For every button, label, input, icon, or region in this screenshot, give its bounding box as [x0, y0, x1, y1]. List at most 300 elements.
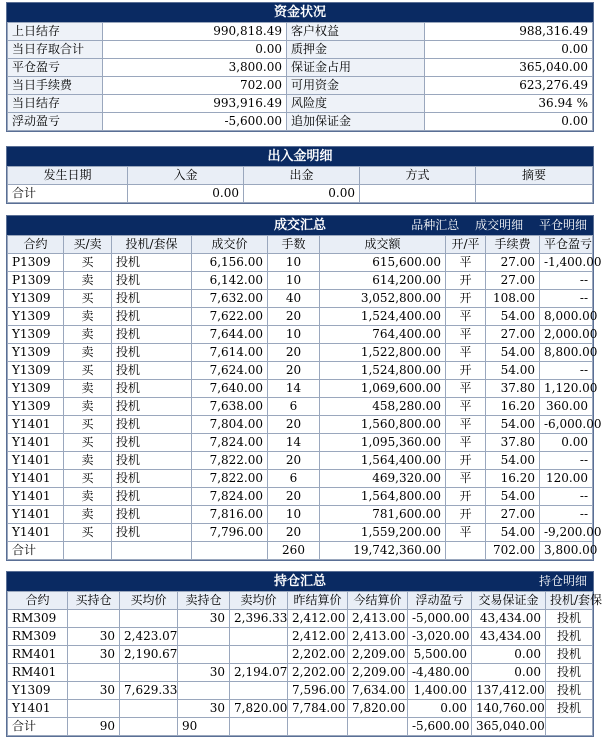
cash-flow-total-label: 合计 — [8, 185, 128, 203]
trade-cell-close-pnl: -9,200.00 — [540, 524, 593, 542]
fund-value: 993,916.49 — [103, 95, 287, 113]
position-cell-hedge-flag: 投机 — [546, 610, 593, 628]
trade-cell-fee: 27.00 — [486, 254, 540, 272]
trade-cell-close-pnl: -6,000.00 — [540, 416, 593, 434]
trade-cell-contract: Y1309 — [8, 380, 64, 398]
position-column-header: 昨结算价 — [288, 592, 348, 610]
position-column-header: 买均价 — [120, 592, 178, 610]
position-cell-float-pnl: -5,000.00 — [408, 610, 472, 628]
position-cell-contract: Y1309 — [8, 682, 68, 700]
position-summary-links — [527, 572, 587, 591]
trade-cell-lots: 20 — [268, 362, 320, 380]
cash-flow-header — [7, 147, 593, 166]
trade-cell-price: 7,804.00 — [192, 416, 268, 434]
trade-total-amount: 19,742,360.00 — [320, 542, 446, 560]
trade-cell-fee: 54.00 — [486, 452, 540, 470]
trade-cell-lots: 6 — [268, 470, 320, 488]
trade-cell-contract: P1309 — [8, 272, 64, 290]
fund-value: -5,600.00 — [103, 113, 287, 131]
trade-column-header: 合约 — [8, 236, 64, 254]
trade-cell-amount: 3,052,800.00 — [320, 290, 446, 308]
trade-cell-price: 6,142.00 — [192, 272, 268, 290]
trade-cell-amount: 469,320.00 — [320, 470, 446, 488]
trade-cell-hedge-flag: 投机 — [112, 290, 192, 308]
trade-cell-side: 卖 — [64, 326, 112, 344]
position-cell-hedge-flag: 投机 — [546, 664, 593, 682]
trade-row — [8, 326, 593, 344]
fund-value: 0.00 — [425, 41, 593, 59]
trade-cell-fee: 27.00 — [486, 326, 540, 344]
trade-cell-amount: 614,200.00 — [320, 272, 446, 290]
position-cell-sell-qty — [178, 646, 230, 664]
trade-total-empty — [112, 542, 192, 560]
trade-column-header: 买/卖 — [64, 236, 112, 254]
trade-cell-fee: 27.00 — [486, 272, 540, 290]
trade-row — [8, 380, 593, 398]
position-column-header: 买持仓 — [68, 592, 120, 610]
trade-cell-open-close: 开 — [446, 362, 486, 380]
trade-cell-hedge-flag: 投机 — [112, 470, 192, 488]
trade-cell-price: 7,824.00 — [192, 434, 268, 452]
trade-cell-hedge-flag: 投机 — [112, 326, 192, 344]
trade-cell-price: 7,632.00 — [192, 290, 268, 308]
trade-summary-table — [7, 235, 602, 560]
position-cell-contract: RM309 — [8, 610, 68, 628]
trade-cell-lots: 20 — [268, 308, 320, 326]
trade-cell-fee: 37.80 — [486, 380, 540, 398]
trade-cell-fee: 54.00 — [486, 416, 540, 434]
cash-flow-total-note — [476, 185, 593, 203]
link-variety-summary[interactable]: 品种汇总 — [411, 218, 460, 232]
fund-status-title: 资金状况 — [273, 5, 326, 20]
trade-cell-lots: 20 — [268, 488, 320, 506]
position-summary-title: 持仓汇总 — [273, 574, 326, 589]
trade-column-header: 成交价 — [192, 236, 268, 254]
trade-cell-contract: Y1309 — [8, 290, 64, 308]
trade-cell-contract: Y1401 — [8, 524, 64, 542]
trade-cell-side: 卖 — [64, 488, 112, 506]
trade-cell-price: 7,796.00 — [192, 524, 268, 542]
fund-label: 当日存取合计 — [8, 41, 103, 59]
link-position-detail[interactable]: 持仓明细 — [538, 574, 587, 588]
trade-cell-hedge-flag: 投机 — [112, 272, 192, 290]
position-cell-contract: RM401 — [8, 646, 68, 664]
trade-cell-price: 7,624.00 — [192, 362, 268, 380]
trade-cell-price: 7,822.00 — [192, 470, 268, 488]
position-cell-float-pnl: -3,020.00 — [408, 628, 472, 646]
position-cell-prev-settle: 2,202.00 — [288, 646, 348, 664]
trade-column-header: 投机/套保 — [112, 236, 192, 254]
trade-cell-amount: 1,560,800.00 — [320, 416, 446, 434]
position-cell-margin: 137,412.00 — [472, 682, 546, 700]
trade-cell-amount: 1,564,800.00 — [320, 488, 446, 506]
trade-cell-hedge-flag: 投机 — [112, 506, 192, 524]
trade-summary-links — [399, 216, 587, 235]
fund-row — [8, 23, 593, 41]
trade-cell-lots: 6 — [268, 398, 320, 416]
trade-cell-amount: 615,600.00 — [320, 254, 446, 272]
trade-cell-amount: 1,069,600.00 — [320, 380, 446, 398]
fund-label: 保证金占用 — [287, 59, 425, 77]
trade-cell-fee: 27.00 — [486, 506, 540, 524]
position-cell-margin: 0.00 — [472, 664, 546, 682]
fund-label: 上日结存 — [8, 23, 103, 41]
position-cell-buy-avg: 2,423.07 — [120, 628, 178, 646]
position-cell-hedge-flag: 投机 — [546, 646, 593, 664]
position-row — [8, 610, 593, 628]
trade-cell-amount: 1,522,800.00 — [320, 344, 446, 362]
fund-value: 0.00 — [425, 113, 593, 131]
cash-flow-total-method — [360, 185, 476, 203]
position-cell-sell-qty: 30 — [178, 664, 230, 682]
trade-total-pnl: 3,800.00 — [540, 542, 593, 560]
fund-value: 990,818.49 — [103, 23, 287, 41]
trade-column-header: 手数 — [268, 236, 320, 254]
trade-cell-fee: 54.00 — [486, 344, 540, 362]
fund-row — [8, 95, 593, 113]
position-row — [8, 682, 593, 700]
trade-cell-amount: 1,524,400.00 — [320, 308, 446, 326]
position-total-margin: 365,040.00 — [472, 718, 546, 736]
cash-flow-table — [7, 166, 593, 203]
trade-cell-close-pnl: 120.00 — [540, 470, 593, 488]
position-cell-buy-qty — [68, 664, 120, 682]
trade-summary-title: 成交汇总 — [273, 218, 326, 233]
position-summary-header — [7, 572, 593, 591]
position-cell-contract: Y1401 — [8, 700, 68, 718]
trade-cell-price: 7,822.00 — [192, 452, 268, 470]
trade-cell-open-close: 平 — [446, 416, 486, 434]
position-cell-buy-avg — [120, 700, 178, 718]
cash-flow-column-header: 发生日期 — [8, 167, 128, 185]
trade-cell-fee: 16.20 — [486, 398, 540, 416]
position-cell-sell-qty — [178, 628, 230, 646]
trade-row — [8, 470, 593, 488]
position-cell-float-pnl: -4,480.00 — [408, 664, 472, 682]
trade-cell-price: 7,824.00 — [192, 488, 268, 506]
trade-row — [8, 362, 593, 380]
trade-cell-hedge-flag: 投机 — [112, 452, 192, 470]
trade-total-empty — [192, 542, 268, 560]
link-close-detail[interactable]: 平仓明细 — [538, 218, 587, 232]
position-summary-table — [7, 591, 602, 736]
position-cell-today-settle: 2,413.00 — [348, 610, 408, 628]
trade-cell-close-pnl: -- — [540, 488, 593, 506]
position-cell-contract: RM401 — [8, 664, 68, 682]
trade-total-empty — [64, 542, 112, 560]
trade-cell-price: 7,640.00 — [192, 380, 268, 398]
trade-cell-fee: 54.00 — [486, 524, 540, 542]
trade-cell-close-pnl: 1,120.00 — [540, 380, 593, 398]
trade-cell-lots: 20 — [268, 524, 320, 542]
position-row — [8, 628, 593, 646]
trade-cell-side: 卖 — [64, 380, 112, 398]
fund-label: 客户权益 — [287, 23, 425, 41]
trade-cell-lots: 14 — [268, 380, 320, 398]
trade-cell-contract: Y1401 — [8, 506, 64, 524]
position-total-pnl: -5,600.00 — [408, 718, 472, 736]
trade-cell-hedge-flag: 投机 — [112, 416, 192, 434]
trade-cell-amount: 458,280.00 — [320, 398, 446, 416]
cash-flow-column-header: 方式 — [360, 167, 476, 185]
position-cell-today-settle: 7,820.00 — [348, 700, 408, 718]
position-cell-margin: 140,760.00 — [472, 700, 546, 718]
trade-cell-lots: 10 — [268, 254, 320, 272]
fund-row — [8, 59, 593, 77]
trade-cell-side: 买 — [64, 470, 112, 488]
fund-value: 365,040.00 — [425, 59, 593, 77]
trade-cell-lots: 10 — [268, 272, 320, 290]
trade-total-lots: 260 — [268, 542, 320, 560]
trade-row — [8, 488, 593, 506]
cash-flow-total-row — [8, 185, 593, 203]
fund-row — [8, 41, 593, 59]
fund-value: 702.00 — [103, 77, 287, 95]
trade-cell-side: 买 — [64, 290, 112, 308]
trade-cell-contract: Y1309 — [8, 398, 64, 416]
position-cell-prev-settle: 2,412.00 — [288, 610, 348, 628]
position-cell-contract: RM309 — [8, 628, 68, 646]
fund-row — [8, 77, 593, 95]
position-column-header: 今结算价 — [348, 592, 408, 610]
trade-cell-close-pnl: -1,400.00 — [540, 254, 593, 272]
position-cell-sell-qty: 30 — [178, 700, 230, 718]
position-cell-sell-avg: 2,194.07 — [230, 664, 288, 682]
link-trade-detail[interactable]: 成交明细 — [475, 218, 524, 232]
trade-cell-open-close: 平 — [446, 308, 486, 326]
trade-column-header: 手续费 — [486, 236, 540, 254]
trade-cell-side: 卖 — [64, 308, 112, 326]
position-cell-sell-avg: 2,396.33 — [230, 610, 288, 628]
trade-total-label: 合计 — [8, 542, 64, 560]
position-cell-today-settle: 2,209.00 — [348, 646, 408, 664]
fund-value: 623,276.49 — [425, 77, 593, 95]
trade-cell-amount: 1,559,200.00 — [320, 524, 446, 542]
position-total-empty — [120, 718, 178, 736]
trade-cell-hedge-flag: 投机 — [112, 362, 192, 380]
cash-flow-panel — [6, 146, 594, 204]
position-cell-prev-settle: 7,784.00 — [288, 700, 348, 718]
trade-cell-side: 卖 — [64, 506, 112, 524]
trade-cell-fee: 54.00 — [486, 308, 540, 326]
trade-row — [8, 344, 593, 362]
trade-total-row — [8, 542, 593, 560]
position-column-header: 卖持仓 — [178, 592, 230, 610]
position-summary-panel — [6, 571, 602, 737]
trade-cell-open-close: 开 — [446, 452, 486, 470]
position-column-header: 投机/套保 — [546, 592, 593, 610]
fund-status-panel — [6, 2, 594, 132]
fund-value: 3,800.00 — [103, 59, 287, 77]
trade-row — [8, 506, 593, 524]
trade-cell-open-close: 平 — [446, 524, 486, 542]
cash-flow-total-out: 0.00 — [244, 185, 360, 203]
trade-cell-open-close: 平 — [446, 470, 486, 488]
trade-cell-fee: 54.00 — [486, 488, 540, 506]
position-cell-buy-avg: 7,629.33 — [120, 682, 178, 700]
trade-row — [8, 524, 593, 542]
position-row — [8, 664, 593, 682]
fund-value: 0.00 — [103, 41, 287, 59]
trade-row — [8, 398, 593, 416]
position-total-empty — [230, 718, 288, 736]
fund-label: 风险度 — [287, 95, 425, 113]
trade-row — [8, 254, 593, 272]
trade-cell-close-pnl: 8,000.00 — [540, 308, 593, 326]
trade-cell-amount: 1,524,800.00 — [320, 362, 446, 380]
trade-cell-contract: Y1401 — [8, 488, 64, 506]
position-column-header: 浮动盈亏 — [408, 592, 472, 610]
trade-total-fee: 702.00 — [486, 542, 540, 560]
cash-flow-column-header: 出金 — [244, 167, 360, 185]
trade-cell-close-pnl: -- — [540, 272, 593, 290]
trade-row — [8, 290, 593, 308]
position-cell-buy-qty: 30 — [68, 628, 120, 646]
trade-row — [8, 272, 593, 290]
cash-flow-total-in: 0.00 — [128, 185, 244, 203]
trade-cell-hedge-flag: 投机 — [112, 398, 192, 416]
position-total-row — [8, 718, 593, 736]
trade-column-header: 成交额 — [320, 236, 446, 254]
trade-cell-open-close: 平 — [446, 380, 486, 398]
position-total-label: 合计 — [8, 718, 68, 736]
trade-cell-fee: 108.00 — [486, 290, 540, 308]
trade-cell-side: 买 — [64, 254, 112, 272]
trade-cell-open-close: 平 — [446, 344, 486, 362]
position-total-empty — [288, 718, 348, 736]
trade-cell-fee: 54.00 — [486, 362, 540, 380]
fund-value: 988,316.49 — [425, 23, 593, 41]
position-cell-sell-qty — [178, 682, 230, 700]
trade-cell-contract: Y1309 — [8, 362, 64, 380]
position-row — [8, 646, 593, 664]
position-column-header: 合约 — [8, 592, 68, 610]
fund-status-table — [7, 22, 593, 131]
trade-cell-side: 卖 — [64, 452, 112, 470]
position-cell-prev-settle: 2,412.00 — [288, 628, 348, 646]
trade-cell-side: 买 — [64, 434, 112, 452]
trade-cell-contract: Y1401 — [8, 434, 64, 452]
trade-cell-open-close: 平 — [446, 398, 486, 416]
cash-flow-column-header: 摘要 — [476, 167, 593, 185]
trade-row — [8, 416, 593, 434]
position-cell-today-settle: 2,209.00 — [348, 664, 408, 682]
position-cell-sell-avg — [230, 628, 288, 646]
position-cell-hedge-flag: 投机 — [546, 700, 593, 718]
trade-cell-close-pnl: 8,800.00 — [540, 344, 593, 362]
trade-cell-contract: P1309 — [8, 254, 64, 272]
trade-cell-amount: 1,095,360.00 — [320, 434, 446, 452]
trade-cell-fee: 37.80 — [486, 434, 540, 452]
trade-cell-hedge-flag: 投机 — [112, 344, 192, 362]
trade-cell-lots: 20 — [268, 344, 320, 362]
position-cell-buy-avg — [120, 610, 178, 628]
cash-flow-title: 出入金明细 — [267, 149, 333, 164]
fund-status-header — [7, 3, 593, 22]
position-cell-buy-avg — [120, 664, 178, 682]
trade-column-header: 开/平 — [446, 236, 486, 254]
fund-label: 质押金 — [287, 41, 425, 59]
position-total-buy: 90 — [68, 718, 120, 736]
position-cell-buy-avg: 2,190.67 — [120, 646, 178, 664]
trade-cell-hedge-flag: 投机 — [112, 488, 192, 506]
position-cell-buy-qty: 30 — [68, 646, 120, 664]
position-total-empty — [348, 718, 408, 736]
trade-cell-open-close: 平 — [446, 434, 486, 452]
trade-cell-open-close: 开 — [446, 290, 486, 308]
trade-cell-amount: 1,564,400.00 — [320, 452, 446, 470]
trade-cell-side: 卖 — [64, 344, 112, 362]
position-total-empty — [546, 718, 593, 736]
trade-cell-amount: 764,400.00 — [320, 326, 446, 344]
trade-cell-close-pnl: -- — [540, 290, 593, 308]
position-cell-margin: 0.00 — [472, 646, 546, 664]
position-cell-prev-settle: 7,596.00 — [288, 682, 348, 700]
trade-row — [8, 434, 593, 452]
fund-label: 当日手续费 — [8, 77, 103, 95]
trade-summary-panel — [6, 215, 602, 561]
trade-cell-open-close: 开 — [446, 506, 486, 524]
cash-flow-column-header: 入金 — [128, 167, 244, 185]
trade-cell-price: 7,614.00 — [192, 344, 268, 362]
trade-cell-open-close: 开 — [446, 488, 486, 506]
trade-cell-side: 买 — [64, 416, 112, 434]
trade-cell-side: 买 — [64, 362, 112, 380]
trade-cell-price: 7,638.00 — [192, 398, 268, 416]
trade-cell-price: 7,622.00 — [192, 308, 268, 326]
position-cell-buy-qty: 30 — [68, 682, 120, 700]
fund-row — [8, 113, 593, 131]
trade-cell-price: 7,644.00 — [192, 326, 268, 344]
trade-cell-contract: Y1401 — [8, 416, 64, 434]
position-cell-buy-qty — [68, 610, 120, 628]
position-cell-buy-qty — [68, 700, 120, 718]
trade-cell-price: 6,156.00 — [192, 254, 268, 272]
trade-cell-open-close: 平 — [446, 326, 486, 344]
trade-cell-lots: 10 — [268, 326, 320, 344]
position-cell-sell-avg — [230, 682, 288, 700]
trade-cell-hedge-flag: 投机 — [112, 434, 192, 452]
position-cell-hedge-flag: 投机 — [546, 682, 593, 700]
trade-cell-lots: 10 — [268, 506, 320, 524]
position-cell-margin: 43,434.00 — [472, 610, 546, 628]
trade-cell-lots: 14 — [268, 434, 320, 452]
trade-cell-close-pnl: 360.00 — [540, 398, 593, 416]
position-cell-prev-settle: 2,202.00 — [288, 664, 348, 682]
trade-cell-hedge-flag: 投机 — [112, 380, 192, 398]
trade-cell-close-pnl: -- — [540, 506, 593, 524]
trade-cell-contract: Y1309 — [8, 326, 64, 344]
position-cell-sell-avg — [230, 646, 288, 664]
trade-cell-lots: 40 — [268, 290, 320, 308]
trade-total-empty — [446, 542, 486, 560]
trade-cell-open-close: 平 — [446, 254, 486, 272]
position-cell-float-pnl: 1,400.00 — [408, 682, 472, 700]
position-cell-sell-avg: 7,820.00 — [230, 700, 288, 718]
fund-label: 可用资金 — [287, 77, 425, 95]
trade-cell-amount: 781,600.00 — [320, 506, 446, 524]
trade-cell-close-pnl: -- — [540, 452, 593, 470]
fund-label: 追加保证金 — [287, 113, 425, 131]
trade-cell-close-pnl: 2,000.00 — [540, 326, 593, 344]
fund-label: 当日结存 — [8, 95, 103, 113]
trade-row — [8, 308, 593, 326]
trade-cell-contract: Y1401 — [8, 470, 64, 488]
trade-cell-hedge-flag: 投机 — [112, 254, 192, 272]
trade-cell-contract: Y1309 — [8, 308, 64, 326]
trade-cell-fee: 16.20 — [486, 470, 540, 488]
trade-cell-close-pnl: -- — [540, 362, 593, 380]
